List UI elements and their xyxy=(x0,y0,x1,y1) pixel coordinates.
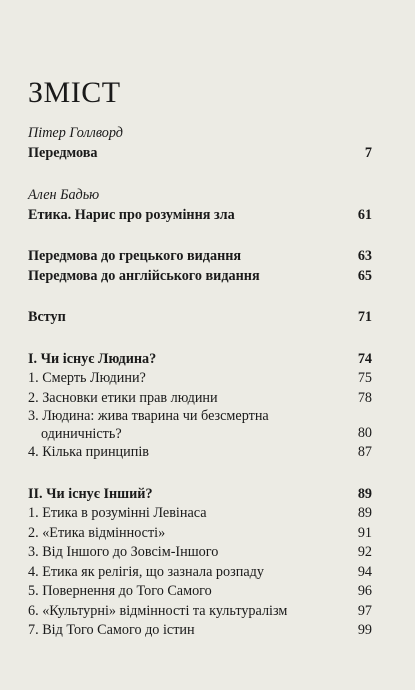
toc-entry xyxy=(28,543,372,563)
toc-entry xyxy=(28,563,372,583)
author-name: Ален Бадью xyxy=(28,187,100,203)
table-of-contents xyxy=(28,124,372,641)
toc-entry-page: 80 xyxy=(357,424,372,441)
toc-entry-label-line: 3. Людина: жива тварина чи безсмертна xyxy=(28,408,269,424)
toc-entry-page: 71 xyxy=(357,309,372,325)
toc-entry-page: 92 xyxy=(357,544,372,560)
toc-section-title xyxy=(28,485,372,505)
toc-entry xyxy=(28,582,372,602)
toc-entry xyxy=(28,504,372,524)
toc-entry-label: 6. «Культурні» відмінності та культуралізм xyxy=(28,602,288,619)
toc-entry-label: 1. Етика в розумінні Левінаса xyxy=(28,505,207,521)
toc-entry-label: 5. Повернення до Того Самого xyxy=(28,583,212,599)
toc-entry-page: 7 xyxy=(364,144,372,161)
toc-entry-page: 97 xyxy=(357,602,372,619)
toc-entry-page: 87 xyxy=(357,444,372,460)
toc-entry-label: Вступ xyxy=(28,309,66,325)
spacer xyxy=(28,225,372,247)
toc-entry-page: 63 xyxy=(357,248,372,264)
toc-entry-label: 2. «Етика відмінності» xyxy=(28,524,166,541)
toc-entry xyxy=(28,206,372,226)
toc-entry-label: 3. Від Іншого до Зовсім-Іншого xyxy=(28,544,219,560)
toc-entry xyxy=(28,443,372,463)
toc-section-title xyxy=(28,350,372,370)
toc-entry xyxy=(28,602,372,622)
toc-entry-label: 2. Засновки етики прав людини xyxy=(28,389,218,406)
toc-entry-page: 74 xyxy=(357,350,372,367)
toc-entry xyxy=(28,308,372,328)
author-name: Пітер Голлворд xyxy=(28,125,123,141)
toc-entry xyxy=(28,267,372,287)
toc-entry xyxy=(28,524,372,544)
toc-entry xyxy=(28,144,372,164)
toc-entry-label: 4. Кілька принципів xyxy=(28,444,149,460)
toc-entry-page: 94 xyxy=(357,563,372,580)
page-title: ЗМІСТ xyxy=(28,76,121,109)
toc-entry-page: 91 xyxy=(357,524,372,541)
spacer xyxy=(28,163,372,186)
toc-entry-page: 96 xyxy=(357,583,372,599)
toc-entry-label: Передмова до грецького видання xyxy=(28,248,242,264)
toc-entry-page: 78 xyxy=(357,389,372,406)
spacer xyxy=(28,328,372,350)
toc-entry-label: I. Чи існує Людина? xyxy=(28,350,157,367)
toc-entry-page: 99 xyxy=(357,622,372,638)
toc-entry xyxy=(28,247,372,267)
toc-entry-page: 61 xyxy=(357,206,372,223)
toc-entry-page: 75 xyxy=(357,370,372,386)
spacer xyxy=(28,286,372,308)
toc-entry-label: Передмова до англійського видання xyxy=(28,267,260,284)
toc-entry-page: 65 xyxy=(357,267,372,284)
toc-entry xyxy=(28,408,372,443)
toc-entry xyxy=(28,389,372,409)
toc-entry-label xyxy=(28,408,344,443)
toc-entry-label: II. Чи існує Інший? xyxy=(28,485,153,502)
toc-entry-page: 89 xyxy=(357,485,372,502)
toc-entry-label: Етика. Нарис про розуміння зла xyxy=(28,206,235,223)
toc-entry-label: 4. Етика як релігія, що зазнала розпаду xyxy=(28,563,264,580)
toc-entry-label: Передмова xyxy=(28,144,98,161)
toc-entry-label-line: одиничність? xyxy=(41,425,122,442)
toc-entry-label: 7. Від Того Самого до істин xyxy=(28,622,195,638)
toc-entry xyxy=(28,621,372,641)
toc-entry xyxy=(28,369,372,389)
toc-entry-page: 89 xyxy=(357,505,372,521)
spacer xyxy=(28,463,372,485)
toc-entry-label: 1. Смерть Людини? xyxy=(28,370,146,386)
